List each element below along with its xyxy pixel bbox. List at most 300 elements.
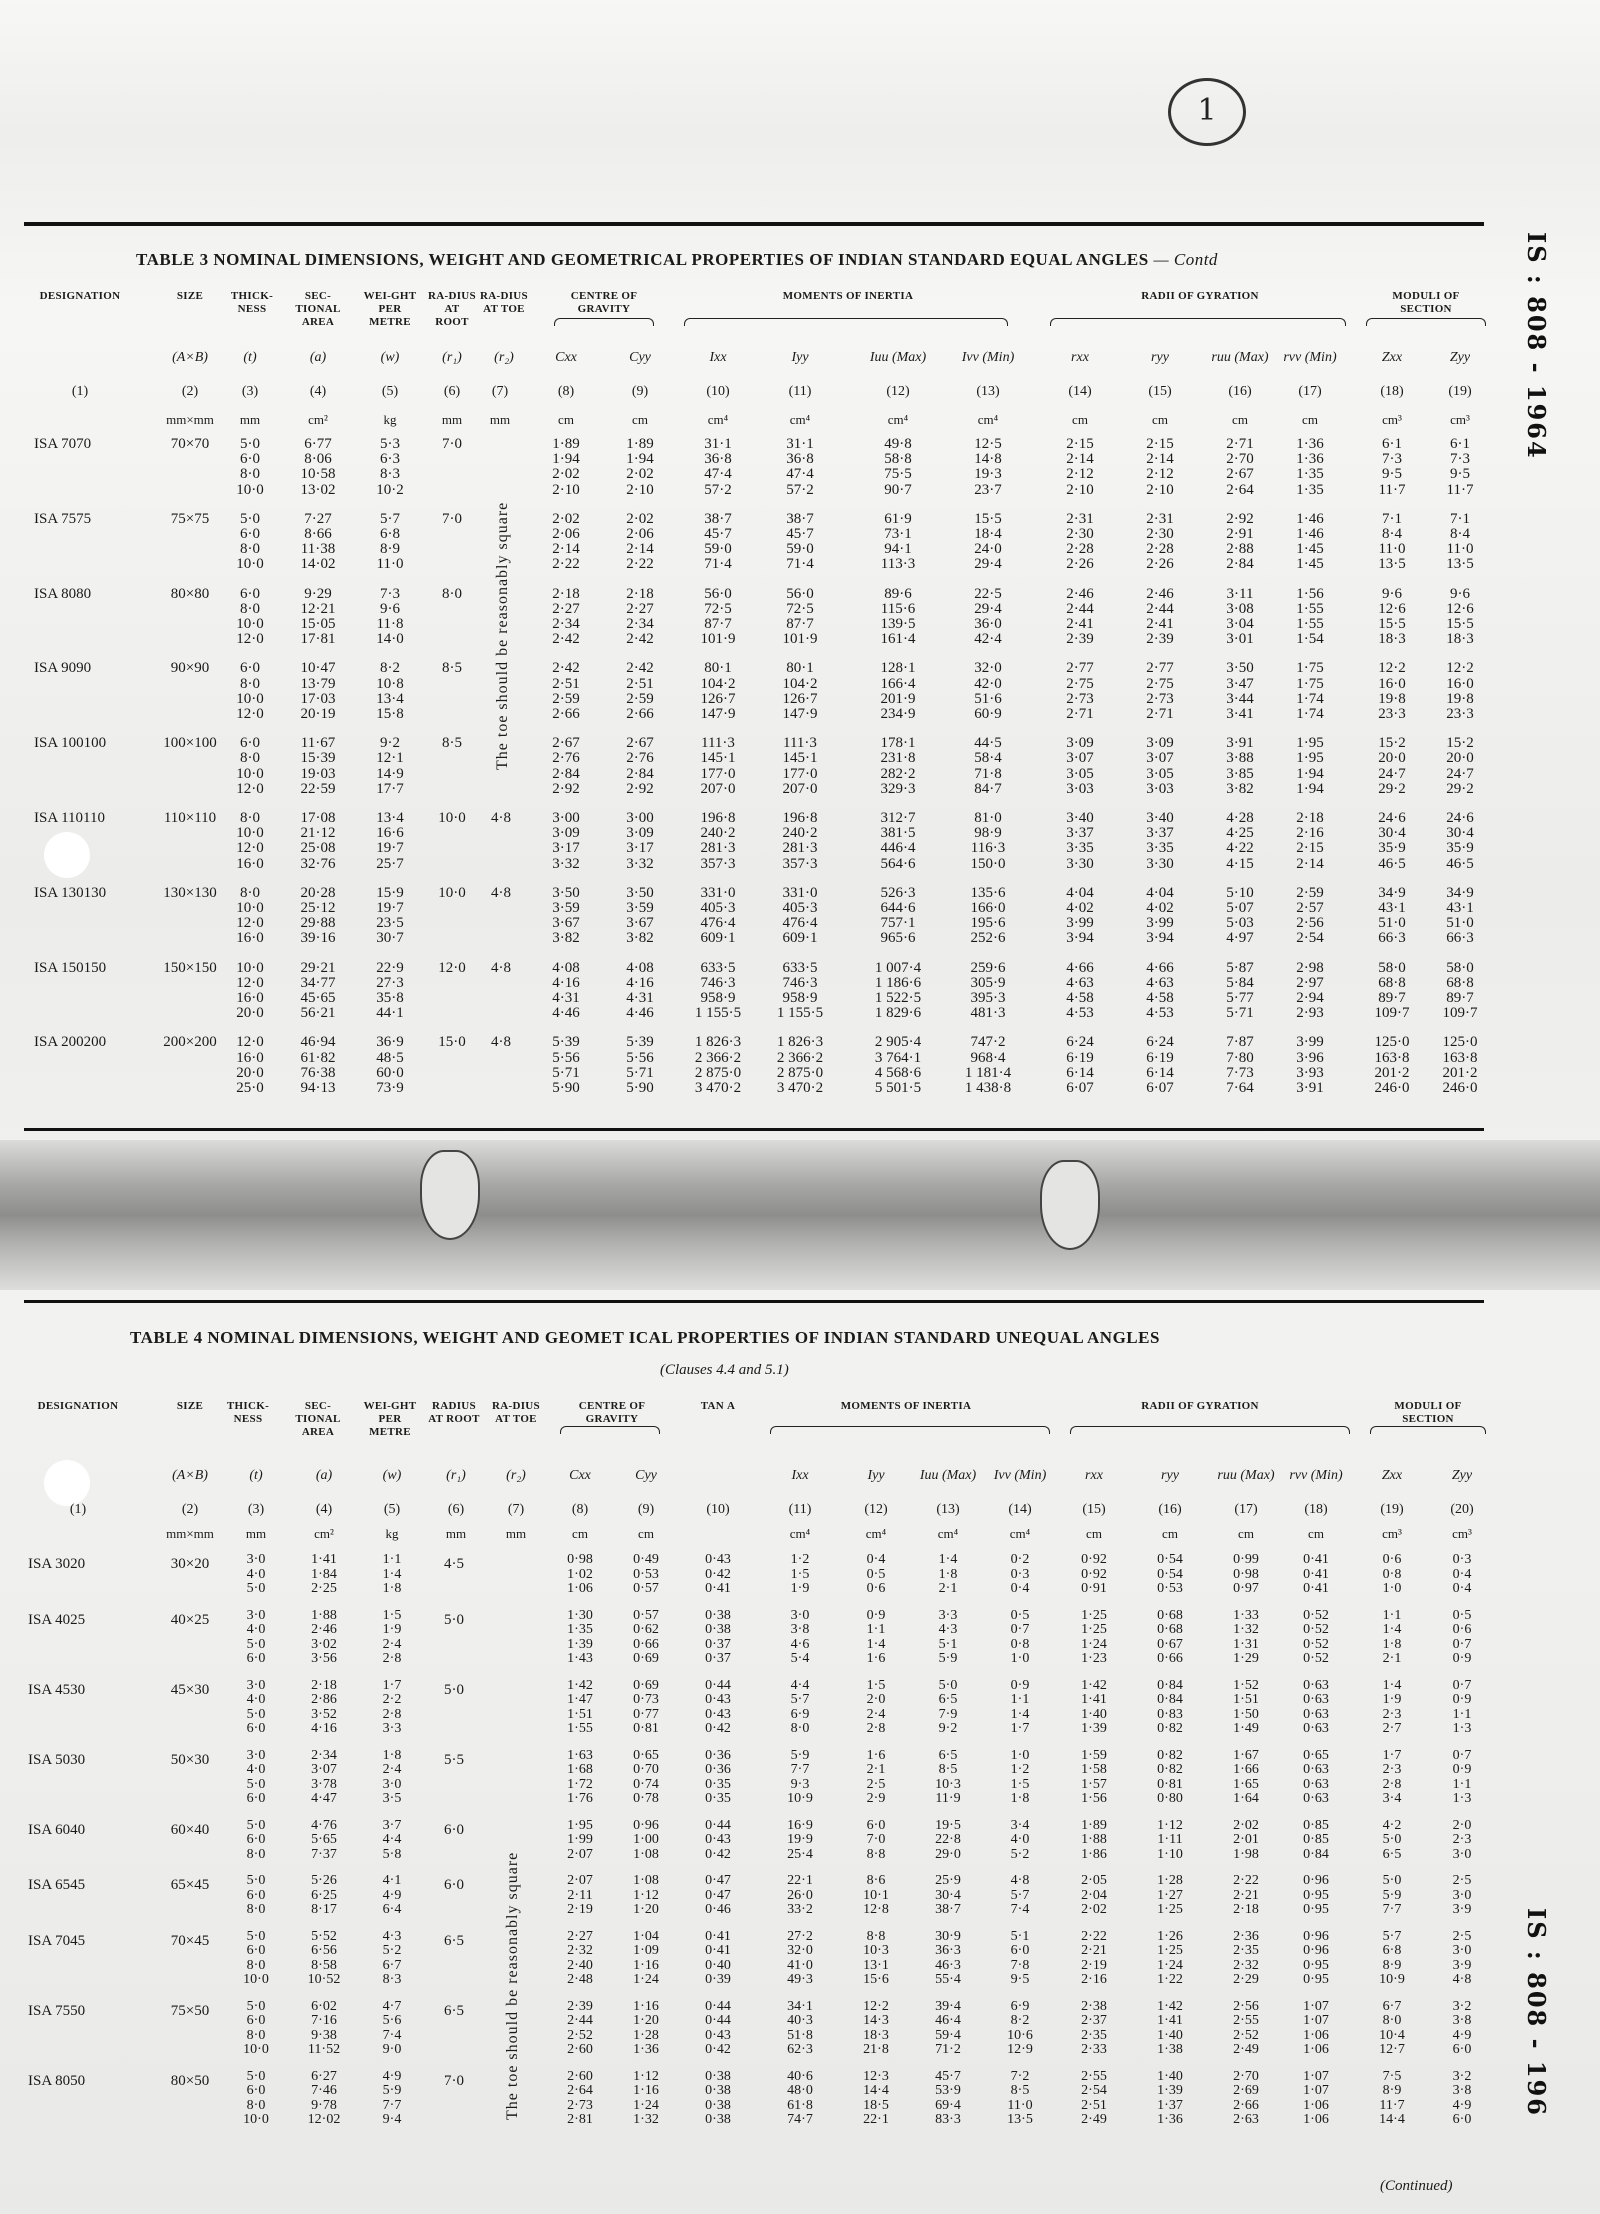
- table3-cell: 2·14: [1296, 855, 1324, 872]
- table4-cell: 0·47: [705, 1873, 731, 1888]
- table3-row: [0, 856, 1600, 872]
- table3-cell: 80·1: [786, 660, 814, 677]
- table3-cell: 476·4: [782, 915, 818, 932]
- table3-cell: 564·6: [880, 855, 916, 872]
- table3-cell: 25·08: [300, 840, 336, 857]
- table3-root-radius: 15·0: [438, 1034, 466, 1051]
- table4-cell: 10·4: [1379, 2027, 1405, 2043]
- table3-cell: 246·0: [1442, 1080, 1478, 1096]
- table3-cell: 44·1: [376, 1005, 404, 1022]
- table4-row: [0, 2028, 1600, 2043]
- table3-cell: 12·0: [236, 780, 264, 797]
- table4-cell: 2·7: [1382, 1721, 1402, 1736]
- table4-cell: 1·41: [311, 1552, 337, 1567]
- table4-cell: 32·0: [787, 1943, 813, 1958]
- table3-cell: 1·94: [552, 451, 580, 468]
- table4-cell: 1·26: [1157, 1928, 1183, 1944]
- table3-cell: 89·7: [1446, 990, 1474, 1006]
- table4-cell: 5·0: [246, 1776, 266, 1792]
- table4-unit: cm: [572, 1526, 588, 1541]
- table4-cell: 2·0: [866, 1692, 886, 1707]
- table3-cell: 45·7: [704, 526, 732, 542]
- table4-cell: 2·1: [938, 1581, 958, 1596]
- table3-cell: 2·42: [626, 660, 654, 677]
- table4-cell: 1·23: [1081, 1651, 1107, 1666]
- table3-cell: 21·12: [300, 825, 336, 842]
- table4-cell: 7·5: [1382, 2068, 1402, 2084]
- table3-cell: 3·91: [1226, 735, 1254, 752]
- table4-cell: 1·28: [1157, 1873, 1183, 1888]
- table4-cell: 4·9: [1452, 2027, 1472, 2043]
- standard-code-top: IS : 808 - 1964: [1522, 232, 1551, 460]
- table4-col-number: (4): [315, 1502, 333, 1517]
- table3-col-header: MOMENTS OF INERTIA: [782, 290, 914, 302]
- table3-cell: 14·02: [300, 556, 336, 573]
- table3-col-header: RADII OF GYRATION: [1141, 290, 1259, 302]
- table4-cell: 5·52: [311, 1928, 337, 1944]
- table3-cell: 11·67: [300, 735, 336, 752]
- table4-size: 60×40: [170, 1821, 210, 1838]
- table4-cell: 8·5: [1010, 2083, 1030, 2098]
- table4-cell: 0·49: [633, 1552, 659, 1567]
- table3-cell: 20·0: [236, 1005, 264, 1022]
- table4-cell: 2·22: [1233, 1873, 1259, 1888]
- table3-cell: 357·3: [700, 855, 736, 872]
- table3-cell: 2·84: [1226, 556, 1254, 573]
- table4-cell: 8·6: [866, 1873, 886, 1888]
- table3-cell: 965·6: [880, 930, 916, 947]
- table3-cell: 71·4: [704, 556, 732, 573]
- table4-cell: 0·69: [633, 1677, 659, 1693]
- table4-cell: 2·18: [1233, 1902, 1259, 1917]
- table3-row: [0, 676, 1600, 692]
- table4-cell: 12·9: [1007, 2042, 1033, 2057]
- table3-cell: 2·30: [1146, 526, 1174, 542]
- table3-cell: 14·0: [376, 631, 404, 648]
- table3-cell: 4·08: [552, 959, 580, 976]
- table3-cell: 29·21: [300, 959, 336, 976]
- table4-cell: 10·9: [1379, 1972, 1405, 1987]
- table4-cell: 1·8: [1010, 1791, 1030, 1806]
- table4-cell: 2·49: [1233, 2042, 1259, 2057]
- table4-cell: 1·88: [311, 1607, 337, 1623]
- table3-cell: 405·3: [782, 900, 818, 916]
- table4-cell: 0·95: [1303, 1902, 1329, 1917]
- table3-cell: 3·17: [626, 840, 654, 857]
- table3-root-radius: 8·0: [442, 585, 462, 602]
- table4-cell: 2·9: [866, 1791, 886, 1806]
- table4-cell: 1·65: [1233, 1776, 1259, 1792]
- table3-contd: — Contd: [1153, 250, 1218, 269]
- table3-cell: 5·71: [1226, 1005, 1254, 1022]
- table3-cell: 10·0: [236, 825, 264, 842]
- table4-cell: 1·08: [633, 1873, 659, 1888]
- table4-cell: 3·52: [311, 1706, 337, 1722]
- table3-cell: 5·07: [1226, 900, 1254, 916]
- table4-cell: 1·1: [382, 1552, 402, 1567]
- table3-col-number: (10): [706, 384, 730, 399]
- table3-designation: ISA 7575: [34, 510, 92, 527]
- table3-cell: 968·4: [970, 1049, 1006, 1066]
- table3-cell: 4·16: [552, 974, 580, 991]
- table3-cell: 2·76: [626, 750, 654, 767]
- table3-cell: 15·5: [974, 510, 1002, 527]
- table3-col-header: THICK-NESS: [230, 290, 274, 315]
- table3-col-number: (15): [1148, 384, 1172, 399]
- table4-cell: 8·9: [1382, 1957, 1402, 1973]
- table3-col-number: (14): [1068, 384, 1092, 399]
- table4-cell: 2·5: [1452, 1928, 1472, 1944]
- table4-cell: 14·4: [863, 2083, 889, 2098]
- table3-cell: 43·1: [1446, 900, 1474, 916]
- table4-row: [0, 1832, 1600, 1847]
- table3-cell: 2 905·4: [874, 1034, 922, 1051]
- table3-cell: 7·64: [1226, 1080, 1254, 1096]
- table3-unit: cm⁴: [977, 412, 999, 427]
- table3-row: [0, 766, 1600, 782]
- table4-cell: 1·28: [633, 2027, 659, 2043]
- table3-cell: 15·2: [1378, 735, 1406, 752]
- table3-cell: 11·38: [300, 541, 336, 558]
- table3-cell: 94·1: [884, 541, 912, 558]
- table3-cell: 2·44: [1146, 600, 1174, 617]
- table3-cell: 5·56: [626, 1049, 654, 1066]
- table3-cell: 147·9: [700, 706, 736, 722]
- table4-cell: 3·0: [1452, 1887, 1472, 1903]
- table3-cell: 98·9: [974, 825, 1002, 842]
- table3-cell: 87·7: [786, 616, 814, 632]
- table4-designation: ISA 7550: [28, 2002, 86, 2019]
- table3-cell: 125·0: [1442, 1034, 1478, 1051]
- table4-cell: 0·83: [1157, 1706, 1183, 1722]
- table3-cell: 4·08: [626, 959, 654, 976]
- table3-designation: ISA 8080: [34, 585, 92, 602]
- table3-row: [0, 1050, 1600, 1066]
- table3-cell: 3·30: [1066, 855, 1094, 872]
- table4-cell: 2·07: [567, 1873, 593, 1888]
- table4-cell: 4·7: [382, 1998, 402, 2014]
- table4-col-header: DESIGNATION: [37, 1400, 119, 1412]
- table4-cell: 1·36: [1157, 2112, 1183, 2127]
- table3-cell: 2·10: [1066, 481, 1094, 498]
- table3-cell: 2 366·2: [776, 1049, 824, 1066]
- table4-cell: 0·54: [1157, 1566, 1183, 1582]
- table4-cell: 3·2: [1452, 2068, 1472, 2084]
- table4-cell: 0·95: [1303, 1972, 1329, 1987]
- table4-cell: 8·8: [866, 1928, 886, 1944]
- table4-cell: 1·3: [1452, 1791, 1472, 1806]
- table3-cell: 125·0: [1374, 1034, 1410, 1051]
- table3-size: 100×100: [163, 735, 217, 752]
- table4-cell: 3·7: [382, 1817, 402, 1833]
- table4-cell: 0·97: [1233, 1581, 1259, 1596]
- table3-symbol: (r₂): [494, 350, 514, 365]
- table3-cell: 1·89: [552, 436, 580, 452]
- table3-cell: 2·15: [1066, 436, 1094, 452]
- table4-cell: 1·06: [1303, 2112, 1329, 2127]
- table3-cell: 19·8: [1446, 690, 1474, 707]
- table3-cell: 201·2: [1374, 1064, 1410, 1081]
- table4-row: [0, 1748, 1600, 1763]
- table3-cell: 2·59: [1296, 884, 1324, 901]
- table4-cell: 3·07: [311, 1762, 337, 1777]
- table4-unit: cm: [1162, 1526, 1178, 1541]
- table3-cell: 958·9: [700, 990, 736, 1006]
- table3-col-number: (8): [557, 384, 575, 399]
- table4-row: [0, 1777, 1600, 1792]
- table3-cell: 1·94: [626, 451, 654, 468]
- table4-cell: 3·02: [311, 1636, 337, 1652]
- table3-cell: 87·7: [704, 616, 732, 632]
- table3-cell: 61·82: [300, 1049, 336, 1066]
- table4-cell: 36·3: [935, 1943, 961, 1958]
- table4-cell: 1·40: [1157, 2027, 1183, 2043]
- table4-cell: 8·8: [866, 1846, 886, 1862]
- table3-row: [0, 706, 1600, 722]
- table3-cell: 2·02: [626, 466, 654, 483]
- table3-cell: 1 826·3: [694, 1034, 742, 1051]
- table4-row: [0, 1818, 1600, 1833]
- table4-cell: 7·16: [311, 2013, 337, 2028]
- table3-col-header: MODULI OF SECTION: [1392, 290, 1460, 315]
- scan-smudge-band: [0, 1140, 1600, 1290]
- table3-cell: 526·3: [880, 884, 916, 901]
- table4-cell: 0·63: [1303, 1692, 1329, 1707]
- table3-cell: 2·02: [552, 466, 580, 483]
- table4-cell: 8·0: [246, 1846, 266, 1862]
- table4-designation: ISA 4530: [28, 1681, 86, 1698]
- table4-symbol: (r₂): [506, 1468, 526, 1483]
- table3-row: [0, 810, 1600, 826]
- table3-cell: 2·88: [1226, 541, 1254, 558]
- table3-cell: 9·6: [1382, 585, 1402, 602]
- table3-cell: 12·0: [236, 706, 264, 722]
- table3-cell: 71·4: [786, 556, 814, 573]
- table4-cell: 8·2: [1010, 2013, 1030, 2028]
- table4-cell: 2·1: [1382, 1651, 1402, 1666]
- table3-cell: 446·4: [880, 840, 916, 857]
- table3-cell: 2·97: [1296, 974, 1324, 991]
- table4-cell: 2·33: [1081, 2042, 1107, 2057]
- table3-cell: 3·09: [626, 825, 654, 842]
- table3-cell: 3·03: [1066, 780, 1094, 797]
- table3-cell: 163·8: [1442, 1049, 1478, 1066]
- table3-cell: 2·15: [1296, 840, 1324, 857]
- table3-cell: 8·0: [240, 675, 260, 692]
- table3-cell: 2·02: [552, 510, 580, 527]
- table4-cell: 2·54: [1081, 2083, 1107, 2098]
- table4-symbol: Iyy: [867, 1468, 885, 1483]
- table4-col-number: (5): [383, 1502, 401, 1517]
- table3-cell: 10·8: [376, 675, 404, 692]
- table4-cell: 2·4: [382, 1762, 402, 1777]
- table4-designation: ISA 4025: [28, 1611, 86, 1628]
- table4-cell: 38·7: [935, 1902, 961, 1917]
- table4-symbol: (w): [382, 1468, 402, 1483]
- table3-cell: 4·02: [1066, 900, 1094, 916]
- table3-col-header: WEI-GHT PER METRE: [363, 290, 417, 328]
- table4-unit: cm³: [1452, 1526, 1472, 1541]
- table4-cell: 0·84: [1303, 1846, 1329, 1862]
- table4-cell: 1·12: [633, 1887, 659, 1903]
- table3-unit: cm: [1152, 412, 1168, 427]
- table4-cell: 5·8: [382, 1846, 402, 1862]
- table3-cell: 2·56: [1296, 915, 1324, 932]
- table4-root-radius: 6·0: [444, 1821, 464, 1838]
- table4-cell: 5·7: [1010, 1887, 1030, 1903]
- table4-size: 80×50: [170, 2072, 210, 2089]
- table3-cell: 2·31: [1146, 510, 1174, 527]
- table3-cell: 3·03: [1146, 780, 1174, 797]
- table3-cell: 30·4: [1378, 825, 1406, 842]
- table4-cell: 0·38: [705, 1607, 731, 1623]
- table3-cell: 8·9: [380, 541, 400, 558]
- table3-cell: 166·4: [880, 675, 916, 692]
- table4-cell: 1·6: [866, 1747, 886, 1763]
- table3-cell: 139·5: [880, 616, 916, 632]
- table4-cell: 0·41: [705, 1928, 731, 1944]
- table4-cell: 1·4: [382, 1566, 402, 1582]
- table3-cell: 1 829·6: [874, 1005, 922, 1022]
- table3-cell: 395·3: [970, 990, 1006, 1006]
- table3-cell: 6·07: [1066, 1080, 1094, 1096]
- table3-cell: 23·3: [1446, 706, 1474, 722]
- table4-cell: 1·1: [1010, 1692, 1030, 1707]
- table3-cell: 3 470·2: [694, 1080, 742, 1096]
- table4-cell: 1·55: [567, 1721, 593, 1736]
- table3-cell: 5·0: [240, 436, 260, 452]
- table3-cell: 747·2: [970, 1034, 1006, 1051]
- table3-cell: 17·81: [300, 631, 336, 648]
- table4-cell: 10·1: [863, 1887, 889, 1903]
- table3-cell: 5·90: [552, 1080, 580, 1096]
- table4-cell: 8·58: [311, 1957, 337, 1973]
- table3-cell: 2·27: [552, 600, 580, 617]
- table4-cell: 5·0: [938, 1677, 958, 1693]
- table4-root-radius: 5·5: [444, 1751, 464, 1768]
- table4-cell: 0·74: [633, 1776, 659, 1792]
- table4-cell: 1·72: [567, 1776, 593, 1792]
- table4-cell: 0·37: [705, 1636, 731, 1652]
- table4-col-header: SIZE: [176, 1400, 204, 1412]
- table3-cell: 4·46: [552, 1005, 580, 1022]
- table4-cell: 1·39: [1157, 2083, 1183, 2098]
- table3-row: [0, 1065, 1600, 1081]
- table3-cell: 2·16: [1296, 825, 1324, 842]
- table3-cell: 234·9: [880, 706, 916, 722]
- table4-cell: 0·8: [1382, 1566, 1402, 1582]
- table3-cell: 128·1: [880, 660, 916, 677]
- table3-unit: cm²: [308, 412, 328, 427]
- table4-cell: 5·2: [382, 1943, 402, 1958]
- table4-title: TABLE 4 NOMINAL DIMENSIONS, WEIGHT AND GEOMET ICAL PROPERTIES OF INDIAN STANDARD UNEQUAL ANGLES: [130, 1328, 1160, 1347]
- table4-cell: 3·4: [1382, 1791, 1402, 1806]
- table3-row: [0, 466, 1600, 482]
- table4-cell: 26·0: [787, 1887, 813, 1903]
- table4-cell: 0·6: [1382, 1552, 1402, 1567]
- table4-cell: 4·0: [246, 1622, 266, 1637]
- table3-cell: 10·0: [236, 765, 264, 782]
- table3-cell: 2·67: [1226, 466, 1254, 483]
- table3-cell: 27·3: [376, 974, 404, 991]
- table4-row: [0, 1873, 1600, 1888]
- table4-cell: 0·82: [1157, 1747, 1183, 1763]
- table4-cell: 1·07: [1303, 1998, 1329, 2014]
- table4-cell: 5·0: [246, 1581, 266, 1596]
- mod-brace: [1366, 318, 1486, 326]
- table4-row: [0, 1552, 1600, 1567]
- table4-cell: 2·66: [1233, 2097, 1259, 2113]
- table3-cell: 6·8: [380, 526, 400, 542]
- table4-cell: 0·82: [1157, 1721, 1183, 1736]
- table4-cell: 2·05: [1081, 1873, 1107, 1888]
- table4-cell: 2·25: [311, 1581, 337, 1596]
- table3-cell: 57·2: [786, 481, 814, 498]
- table3-cell: 147·9: [782, 706, 818, 722]
- table3-unit: cm: [1072, 412, 1088, 427]
- table4-cell: 8·3: [382, 1972, 402, 1987]
- table4-cell: 6·25: [311, 1887, 337, 1903]
- table3-cell: 3·82: [552, 930, 580, 947]
- table3-cell: 68·8: [1446, 974, 1474, 991]
- table4-cell: 48·0: [787, 2083, 813, 2098]
- table3-cell: 5·7: [380, 510, 400, 527]
- table4-cell: 2·55: [1233, 2013, 1259, 2028]
- table4-cell: 1·41: [1081, 1692, 1107, 1707]
- flower-mark-left: [420, 1150, 480, 1240]
- table4-cell: 0·38: [705, 2097, 731, 2113]
- table4-cell: 0·40: [705, 1957, 731, 1973]
- table4-cell: 12·3: [863, 2068, 889, 2084]
- table3-cell: 1 438·8: [964, 1080, 1012, 1096]
- table4-cell: 0·84: [1157, 1677, 1183, 1693]
- table3-cell: 6·77: [304, 436, 332, 452]
- table3-cell: 126·7: [782, 690, 818, 707]
- table4-cell: 1·16: [633, 2083, 659, 2098]
- table4-cell: 0·92: [1081, 1566, 1107, 1582]
- table3-cell: 104·2: [782, 675, 818, 692]
- table3-col-header: RA-DIUS AT ROOT: [428, 290, 476, 328]
- table3-cell: 7·3: [380, 585, 400, 602]
- table3-unit: cm: [1302, 412, 1318, 427]
- table3-title-text: TABLE 3 NOMINAL DIMENSIONS, WEIGHT AND GEOMETRICAL PROPERTIES OF INDIAN STANDARD EQUAL ANGLES: [136, 250, 1149, 269]
- table4-col-number: (12): [864, 1502, 888, 1517]
- table4-cell: 1·57: [1081, 1776, 1107, 1792]
- table4-cell: 0·73: [633, 1692, 659, 1707]
- table3-cell: 72·5: [786, 600, 814, 617]
- table4-cell: 0·9: [1010, 1677, 1030, 1693]
- table4-cell: 40·6: [787, 2068, 813, 2084]
- t4-moi-brace: [770, 1426, 1050, 1434]
- table3-cell: 51·0: [1378, 915, 1406, 932]
- table4-cell: 1·1: [1382, 1607, 1402, 1623]
- table3-cell: 4·16: [626, 974, 654, 991]
- table3-cell: 2·67: [626, 735, 654, 752]
- table3-cell: 3·00: [626, 810, 654, 826]
- table3-cell: 2·59: [552, 690, 580, 707]
- table4-cell: 1·24: [633, 2097, 659, 2113]
- table4-row: [0, 1999, 1600, 2014]
- table3-cell: 11·0: [1446, 541, 1474, 558]
- table3-cell: 4·66: [1066, 959, 1094, 976]
- table3-cell: 5·71: [552, 1064, 580, 1081]
- table3-cell: 17·08: [300, 810, 336, 826]
- table3-cell: 38·7: [704, 510, 732, 527]
- table4-cell: 2·39: [567, 1998, 593, 2014]
- table3-cell: 6·19: [1146, 1049, 1174, 1066]
- table4-root-radius: 6·5: [444, 1932, 464, 1949]
- table3-cell: 2·84: [626, 765, 654, 782]
